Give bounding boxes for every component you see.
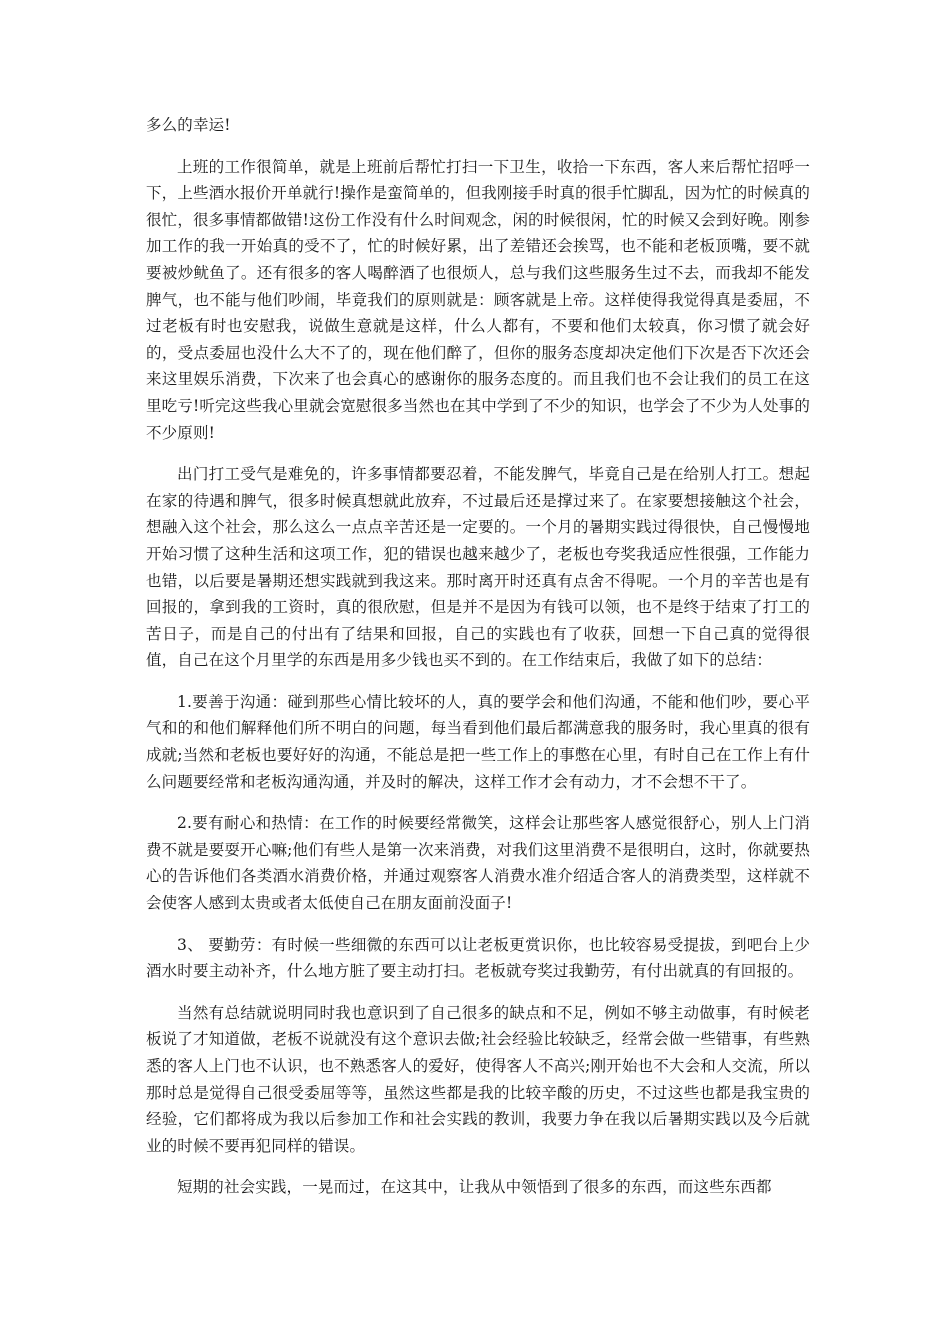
document-page: [146, 112, 810, 1216]
paragraph-continuation: 多么的幸运!: [146, 116, 231, 134]
paragraph-work-description: 上班的工作很简单，就是上班前后帮忙打扫一下卫生，收拾一下东西，客人来后帮忙招呼一下，上些酒水报价开单就行!操作是蛮简单的，但我刚接手时真的很手忙脚乱，因为忙的时候真的很忙，很多事情都做错!这份工作没有什么时间观念，闲的时候很闲，忙的时候又会到好晚。刚参加工作的我一开始真的受不了，忙的时候好累，出了差错还会挨骂，也不能和老板顶嘴，要不就要被炒鱿鱼了。还有很多的客人喝醉酒了也很烦人，总与我们这些服务生过不去，而我却不能发脾气，也不能与他们吵闹，毕竟我们的原则就是：顾客就是上帝。这样使得我觉得真是委屈，不过老板有时也安慰我，说做生意就是这样，什么人都有，不要和他们太较真，你习惯了就会好的，受点委屈也没什么大不了的，现在他们醉了，但你的服务态度却决定他们下次是否下次还会来这里娱乐消费，下次来了也会真心的感谢你的服务态度的。而且我们也不会让我们的员工在这里吃亏!听完这些我心里就会宽慰很多当然也在其中学到了不少的知识，也学会了不少为人处事的不少原则!: [146, 157, 810, 442]
paragraph-conclusion: 短期的社会实践，一晃而过，在这其中，让我从中领悟到了很多的东西，而这些东西都: [177, 1178, 772, 1197]
paragraph-point-diligence: 3、 要勤劳：有时候一些细微的东西可以让老板更赏识你，也比较容易受提拔，到吧台上少酒水时要主动补齐，什么地方脏了要主动打扫。老板就夸奖过我勤劳，有付出就真的有回报的。: [146, 935, 810, 981]
paragraph-point-communication: 1.要善于沟通：碰到那些心情比较坏的人，真的要学会和他们沟通，不能和他们吵，要心平气和的和他们解释他们所不明白的问题，每当看到他们最后都满意我的服务时，我心里真的很有成就;当然和老板也要好好的沟通，不能总是把一些工作上的事憋在心里，有时自己在工作上有什么问题要经常和老板沟通沟通，并及时的解决，这样工作才会有动力，才不会想不干了。: [146, 692, 810, 791]
paragraph-shortcomings: 当然有总结就说明同时我也意识到了自己很多的缺点和不足，例如不够主动做事，有时候老板说了才知道做，老板不说就没有这个意识去做;社会经验比较缺乏，经常会做一些错事，有些熟悉的客人上门也不认识，也不熟悉客人的爱好，使得客人不高兴;刚开始也不大会和人交流，所以那时总是觉得自己很受委屈等等，虽然这些都是我的比较辛酸的历史，不过这些也都是我宝贵的经验，它们都将成为我以后参加工作和社会实践的教训，我要力争在我以后暑期实践以及今后就业的时候不要再犯同样的错误。: [146, 1003, 810, 1155]
paragraph-hardship: 出门打工受气是难免的，许多事情都要忍着，不能发脾气，毕竟自己是在给别人打工。想起在家的待遇和脾气，很多时候真想就此放弃，不过最后还是撑过来了。在家要想接触这个社会，想融入这个社会，那么这么一点点辛苦还是一定要的。一个月的暑期实践过得很快，自己慢慢地开始习惯了这种生活和这项工作，犯的错误也越来越少了，老板也夸奖我适应性很强，工作能力也错，以后要是暑期还想实践就到我这来。那时离开时还真有点舍不得呢。一个月的辛苦也是有回报的，拿到我的工资时，真的很欣慰，但是并不是因为有钱可以领，也不是终于结束了打工的苦日子，而是自己的付出有了结果和回报，自己的实践也有了收获，回想一下自己真的觉得很值，自己在这个月里学的东西是用多少钱也买不到的。在工作结束后，我做了如下的总结：: [146, 465, 810, 670]
paragraph-point-patience: 2.要有耐心和热情：在工作的时候要经常微笑，这样会让那些客人感觉很舒心，别人上门消费不就是要耍开心嘛;他们有些人是第一次来消费，对我们这里消费不是很明白，这时，你就要热心的告诉他们各类酒水消费价格，并通过观察客人消费水准介绍适合客人的消费类型，这样就不会使客人感到太贵或者太低使自己在朋友面前没面子!: [146, 814, 810, 913]
